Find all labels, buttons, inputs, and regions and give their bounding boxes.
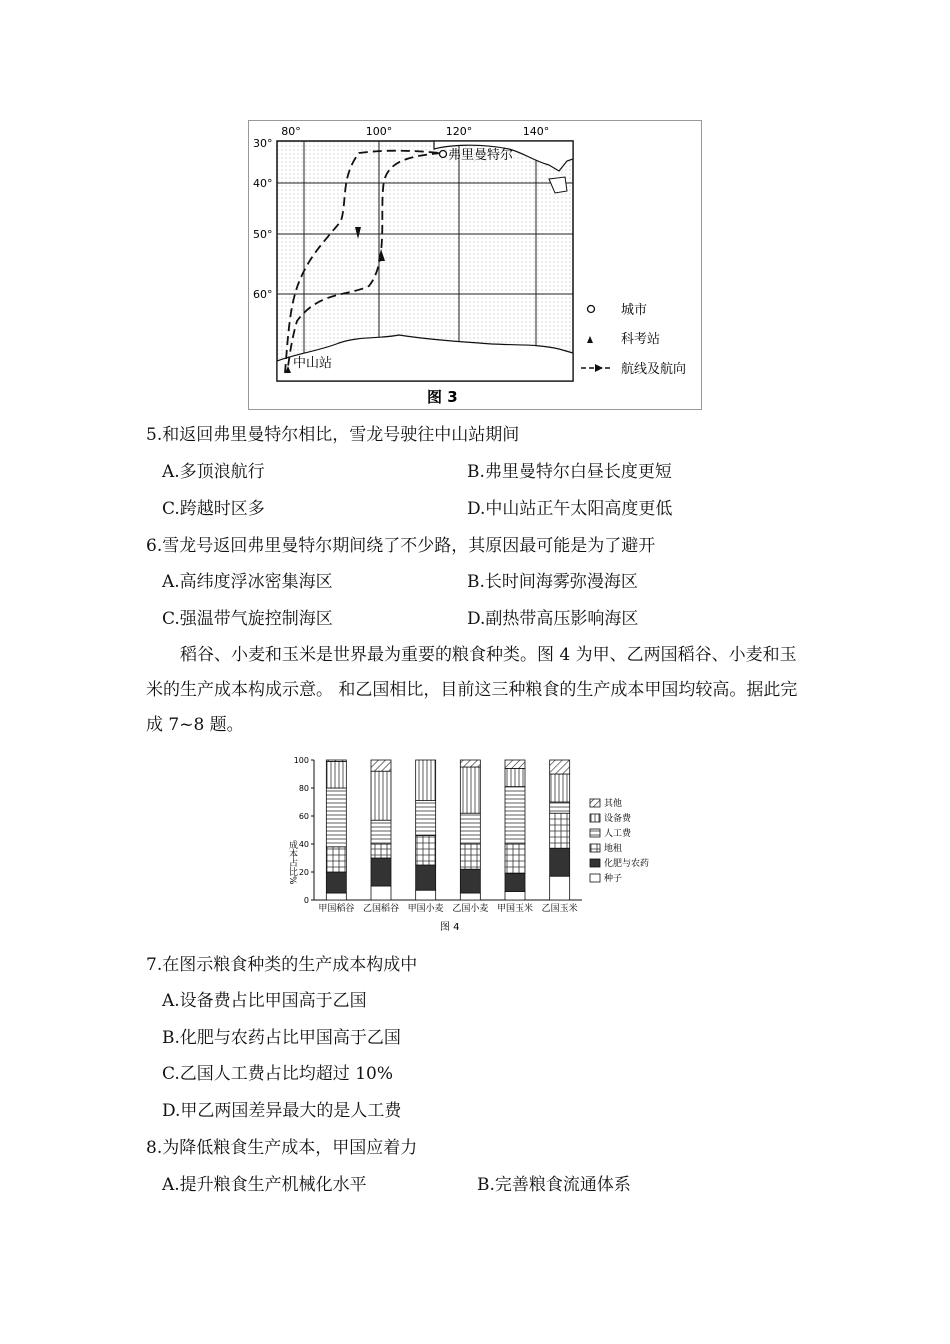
q5-option-b: B.弗里曼特尔白昼长度更短 [467, 462, 672, 482]
bar-segment [371, 820, 391, 844]
bar-segment [550, 774, 570, 802]
bar-segment [371, 844, 391, 858]
bar-segment [505, 892, 525, 900]
bar-segment [416, 890, 436, 900]
figure-4-caption: 图 4 [440, 922, 460, 933]
x-tick-label: 乙国稻谷 [362, 904, 400, 914]
q7-option-b: B.化肥与农药占比甲国高于乙国 [162, 1028, 401, 1048]
y-tick-label: 80 [298, 784, 309, 793]
bar-segment [460, 767, 480, 813]
legend-city-icon [588, 306, 595, 313]
bar-segment [550, 760, 570, 774]
chart-ylabel: 成本占比% [287, 840, 297, 885]
lon-label-120: 120° [445, 125, 473, 138]
lat-label-60: 60° [253, 288, 273, 301]
passage-text: 稻谷、小麦和玉米是世界最为重要的粮食种类。图 4 为甲、乙两国稻谷、小麦和玉米的生产成本构成示意。 和乙国相比，目前这三种粮食的生产成本甲国均较高。据此完成 7~8 题。 [146, 645, 798, 735]
q6-option-d: D.副热带高压影响海区 [467, 609, 639, 629]
bar-segment [326, 872, 346, 893]
lat-label-30: 30° [253, 137, 273, 150]
bar-segment [416, 836, 436, 865]
lon-label-80: 80° [281, 125, 301, 138]
q6-option-b: B.长时间海雾弥漫海区 [467, 572, 638, 592]
bar-segment [505, 844, 525, 873]
bar-segment [550, 876, 570, 900]
legend-swatch [590, 829, 600, 837]
bar-segment [416, 801, 436, 836]
bar-segment [460, 760, 480, 767]
bar-segment [416, 760, 436, 801]
legend-swatch [590, 874, 600, 882]
y-tick-label: 60 [298, 812, 309, 821]
q6-option-a: A.高纬度浮冰密集海区 [162, 572, 333, 592]
lat-label-50: 50° [253, 228, 273, 241]
y-tick-label: 0 [303, 896, 309, 905]
legend-station: 科考站 [621, 332, 661, 347]
legend-route-arrow-icon [595, 364, 603, 372]
q6-option-c: C.强温带气旋控制海区 [162, 609, 333, 629]
legend-label: 人工费 [604, 829, 632, 839]
x-tick-label: 甲国小麦 [407, 904, 444, 914]
legend-label: 种子 [604, 874, 623, 884]
legend-label: 其他 [604, 799, 623, 809]
bar-segment [326, 788, 346, 847]
bar-segment [550, 802, 570, 813]
bar-segment [505, 873, 525, 891]
legend-station-icon [587, 336, 593, 343]
q5-option-a: A.多顶浪航行 [162, 462, 265, 482]
bar-segment [326, 893, 346, 900]
bar-segment [326, 761, 346, 788]
bar-segment [460, 813, 480, 844]
bar-segment [416, 865, 436, 890]
legend-swatch [590, 859, 600, 867]
bar-segment [460, 869, 480, 893]
lat-label-40: 40° [253, 177, 273, 190]
city-marker [440, 151, 447, 158]
q8-option-a: A.提升粮食生产机械化水平 [162, 1175, 367, 1195]
bar-segment [371, 771, 391, 820]
x-tick-label: 乙国玉米 [541, 904, 578, 914]
bar-segment [460, 893, 480, 900]
bar-segment [550, 848, 570, 876]
q7-option-d: D.甲乙两国差异最大的是人工费 [162, 1101, 402, 1121]
x-tick-label: 甲国玉米 [496, 904, 534, 914]
bar-segment [371, 760, 391, 771]
station-label: 中山站 [293, 356, 333, 371]
legend-label: 设备费 [604, 814, 632, 824]
lon-label-140: 140° [522, 125, 550, 138]
route-map [249, 121, 701, 409]
bar-segment [326, 760, 346, 761]
q7-option-a: A.设备费占比甲国高于乙国 [162, 991, 367, 1011]
q5-option-d: D.中山站正午太阳高度更低 [467, 499, 673, 519]
y-tick-label: 100 [293, 756, 309, 765]
q7-option-c: C.乙国人工费占比均超过 10% [162, 1064, 393, 1084]
q6-stem: 6.雪龙号返回弗里曼特尔期间绕了不少路，其原因最可能是为了避开 [146, 536, 656, 556]
q8-option-b: B.完善粮食流通体系 [477, 1175, 631, 1195]
legend-route: 航线及航向 [621, 362, 687, 377]
x-tick-label: 甲国稻谷 [318, 904, 355, 914]
bar-segment [460, 844, 480, 869]
chart-legend [590, 797, 649, 884]
y-tick-label: 20 [298, 868, 309, 877]
cost-structure-chart [282, 750, 672, 935]
legend-city: 城市 [621, 303, 648, 318]
bar-segment [505, 787, 525, 844]
bar-segment [505, 768, 525, 786]
figure-4-chart [282, 750, 672, 935]
bar-segment [550, 813, 570, 848]
figure-3-map [248, 120, 702, 410]
q5-stem: 5.和返回弗里曼特尔相比，雪龙号驶往中山站期间 [146, 425, 520, 445]
q5-option-c: C.跨越时区多 [162, 499, 265, 519]
x-tick-label: 乙国小麦 [452, 904, 489, 914]
q8-stem: 8.为降低粮食生产成本，甲国应着力 [146, 1138, 418, 1158]
bar-segment [505, 760, 525, 768]
figure-3-caption: 图 3 [427, 388, 458, 406]
legend-swatch [590, 799, 600, 807]
legend-swatch [590, 844, 600, 852]
y-tick-label: 40 [298, 840, 309, 849]
legend-swatch [590, 814, 600, 822]
city-label: 弗里曼特尔 [448, 148, 514, 163]
bar-segment [371, 858, 391, 886]
legend-label: 地租 [604, 844, 623, 854]
bar-segment [371, 886, 391, 900]
lon-label-100: 100° [365, 125, 393, 138]
q7-stem: 7.在图示粮食种类的生产成本构成中 [146, 955, 418, 975]
chart-bars [326, 760, 569, 900]
bar-segment [326, 847, 346, 872]
legend-label: 化肥与农药 [604, 859, 650, 869]
